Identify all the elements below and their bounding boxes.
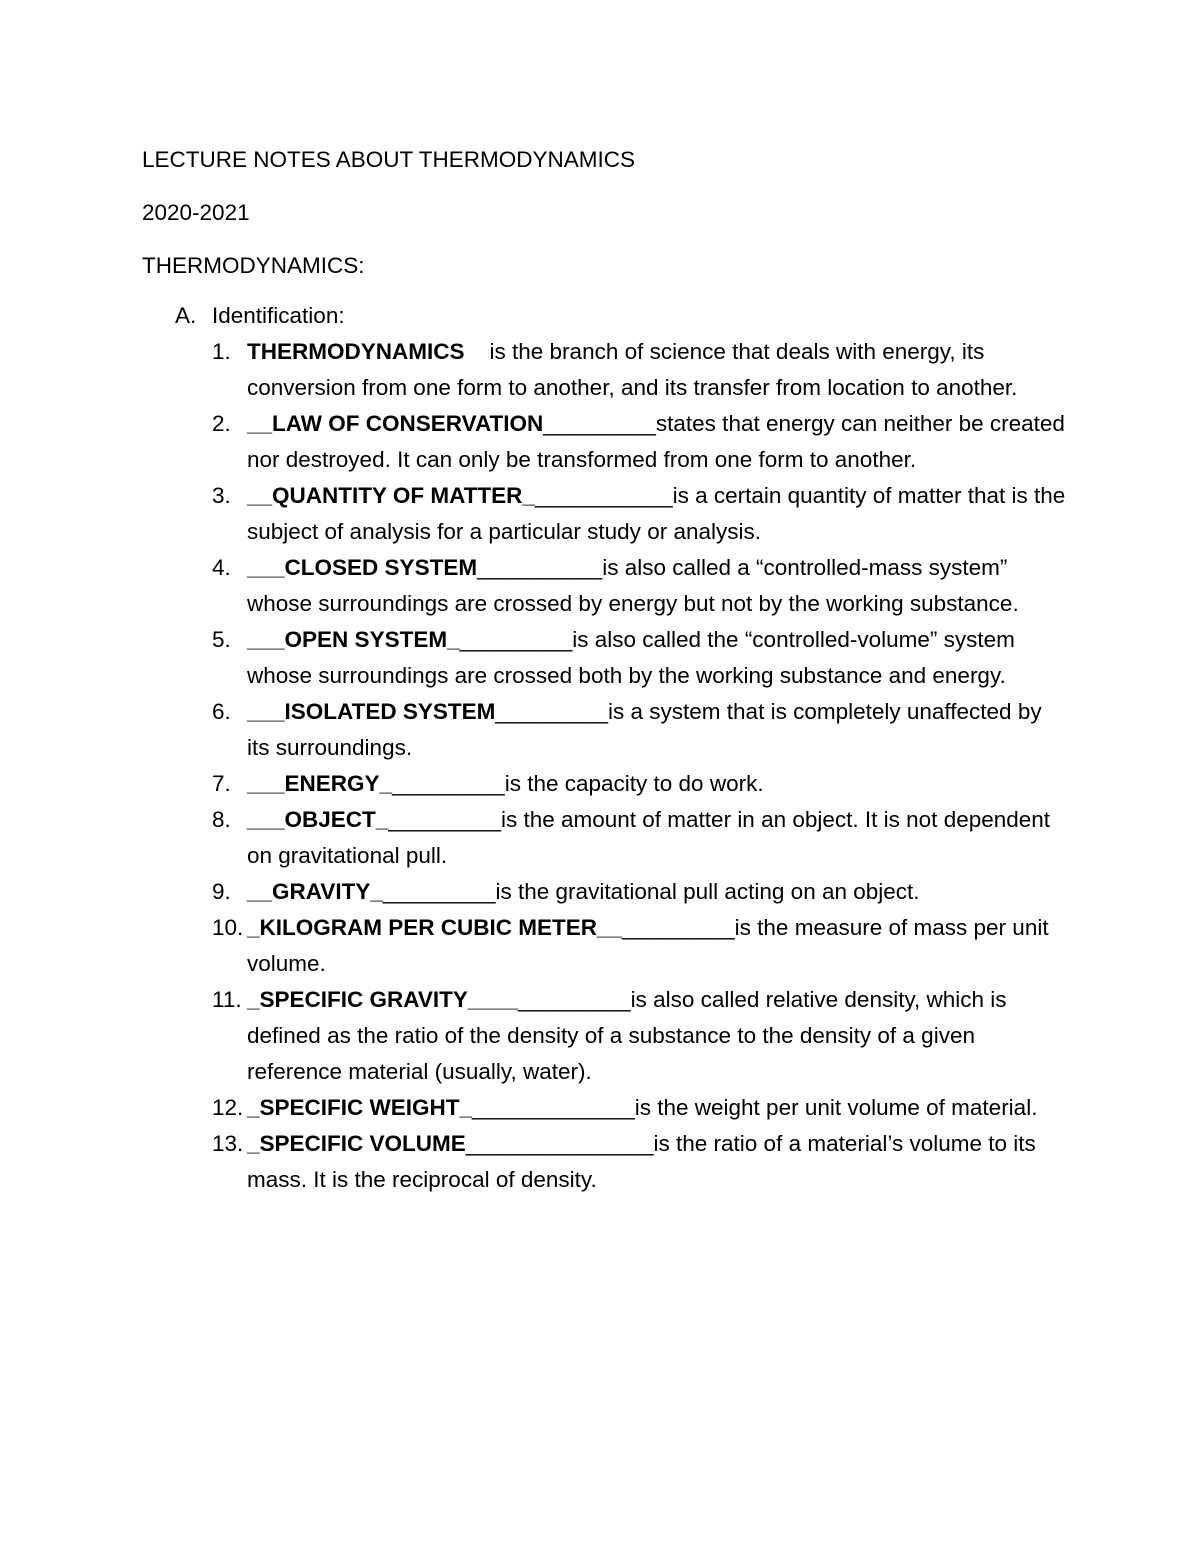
item-answer: __GRAVITY_ — [247, 879, 383, 904]
list-item — [0, 694, 1200, 766]
document-title: LECTURE NOTES ABOUT THERMODYNAMICS — [142, 147, 635, 172]
item-definition: states that energy can neither be — [655, 411, 984, 436]
item-definition: is the capacity to do work. — [504, 771, 764, 796]
item-definition-continued: system whose surroundings are crossed both by the working substance and energy. — [247, 627, 1015, 688]
item-blank: _________ — [382, 879, 496, 904]
item-blank: _____________ — [472, 1095, 635, 1120]
item-answer: __LAW OF CONSERVATION — [247, 411, 544, 436]
item-number: 10. — [212, 915, 244, 940]
item-answer: _SPECIFIC VOLUME — [247, 1131, 466, 1156]
section-heading: THERMODYNAMICS: — [142, 253, 365, 278]
item-number: 5. — [212, 627, 231, 652]
item-blank: _________ — [517, 987, 631, 1012]
item-number: 1. — [212, 339, 231, 364]
item-answer: THERMODYNAMICS — [247, 339, 465, 364]
item-number: 4. — [212, 555, 231, 580]
item-definition-continued: created nor destroyed. It can only be transformed from one form to another. — [247, 411, 1065, 472]
item-definition-continued: its mass. It is the reciprocal of density. — [247, 1131, 1036, 1192]
item-definition-continued: dependent on gravitational pull. — [247, 807, 1051, 868]
list-item — [0, 334, 1200, 406]
item-definition-continued: material. — [951, 1095, 1038, 1120]
item-answer: __QUANTITY OF MATTER_ — [247, 483, 535, 508]
item-definition: is the branch of science that deals with energy, its — [489, 339, 985, 364]
list-item — [0, 982, 1200, 1090]
item-definition: is also called the “controlled-volume” — [572, 627, 938, 652]
list-item — [0, 802, 1200, 874]
item-blank: _________ — [543, 411, 656, 436]
item-answer: ___ISOLATED SYSTEM — [247, 699, 496, 724]
item-answer: ___ENERGY_ — [247, 771, 393, 796]
list-item — [0, 478, 1200, 550]
item-number: 8. — [212, 807, 231, 832]
item-answer: ___OPEN SYSTEM_ — [247, 627, 460, 652]
item-number: 7. — [212, 771, 231, 796]
item-blank: _________ — [459, 627, 573, 652]
item-number: 11. — [212, 987, 242, 1012]
item-definition: is the measure of mass — [734, 915, 968, 940]
item-definition: is a certain quantity of matter — [672, 483, 962, 508]
item-definition: is also called a “controlled-mass system” — [602, 555, 1008, 580]
list-item — [0, 910, 1200, 982]
item-definition: is a system that is completely — [608, 699, 901, 724]
item-definition-continued: unaffected by its surroundings. — [247, 699, 1042, 760]
identification-list — [0, 334, 1200, 1198]
list-item — [0, 622, 1200, 694]
section-marker: A. — [175, 303, 197, 328]
item-blank: _________ — [392, 771, 505, 796]
item-blank: ___________ — [534, 483, 673, 508]
item-definition-continued: defined as the ratio of the density of a substance to the density of a given reference material (usually, water). — [247, 1023, 975, 1084]
document-year: 2020-2021 — [142, 200, 250, 225]
list-item — [0, 1090, 1200, 1126]
item-definition: is the amount of matter in an object. It is not — [500, 807, 938, 832]
item-number: 3. — [212, 483, 231, 508]
item-definition-continued: that is the subject of analysis for a particular study or analysis. — [247, 483, 1066, 544]
item-number: 6. — [212, 699, 231, 724]
item-blank: _________ — [388, 807, 501, 832]
item-definition-continued: per unit volume. — [247, 915, 1049, 976]
item-blank: _________ — [622, 915, 735, 940]
item-answer: ___CLOSED SYSTEM — [247, 555, 478, 580]
section-label: Identification: — [212, 303, 345, 328]
item-definition-continued: whose surroundings are crossed by energy but not by the working substance. — [247, 591, 1019, 616]
item-blank — [465, 339, 490, 364]
item-blank: _________ — [495, 699, 609, 724]
list-item — [0, 550, 1200, 622]
item-definition: is the weight per unit volume of — [634, 1095, 945, 1120]
item-answer: _SPECIFIC GRAVITY____ — [247, 987, 518, 1012]
list-item — [0, 874, 1200, 910]
list-item — [0, 1126, 1200, 1198]
item-answer: ___OBJECT_ — [247, 807, 389, 832]
item-number: 2. — [212, 411, 231, 436]
item-definition: is the gravitational pull acting on an object. — [495, 879, 920, 904]
item-definition: is the ratio of a material’s volume to — [653, 1131, 1007, 1156]
item-blank: _______________ — [465, 1131, 654, 1156]
item-number: 13. — [212, 1131, 244, 1156]
identification-section-label — [175, 298, 345, 334]
list-item — [0, 766, 1200, 802]
item-answer: _KILOGRAM PER CUBIC METER__ — [247, 915, 623, 940]
item-definition: is also called relative density, which is — [630, 987, 1007, 1012]
item-definition-continued: conversion from one form to another, and its transfer from location to another. — [247, 375, 1018, 400]
item-answer: _SPECIFIC WEIGHT_ — [247, 1095, 473, 1120]
item-blank: __________ — [477, 555, 603, 580]
item-number: 12. — [212, 1095, 244, 1120]
item-number: 9. — [212, 879, 231, 904]
list-item — [0, 406, 1200, 478]
